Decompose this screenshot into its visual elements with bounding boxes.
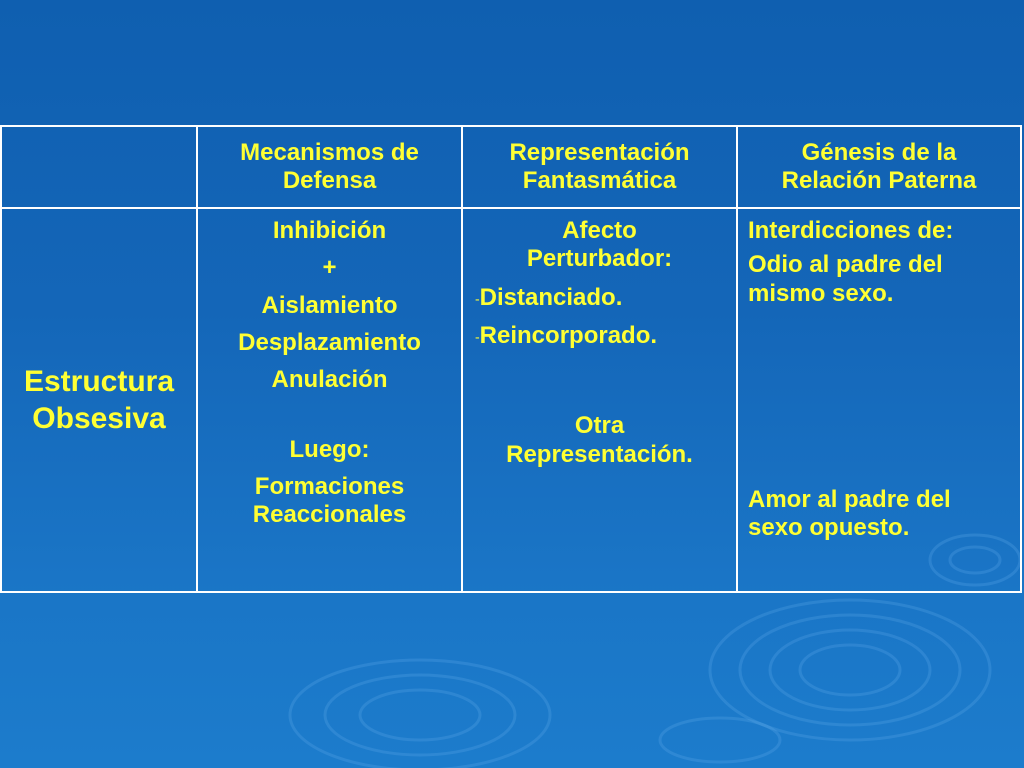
mecanismo-plus: + <box>322 254 337 282</box>
mecanismo-formaciones: Formaciones <box>254 472 405 500</box>
header-genesis-line2: Relación Paterna <box>781 167 977 194</box>
genesis-interdicciones: Interdicciones de: <box>748 217 954 244</box>
header-genesis <box>737 126 1021 208</box>
genesis-amor: Amor al padre del sexo opuesto. <box>748 485 951 542</box>
representacion-otra-representacion: Representación. <box>506 440 693 468</box>
header-mecanismos-line1: Mecanismos de <box>240 138 419 166</box>
representacion-distanciado-text: Distanciado. <box>479 283 623 311</box>
representacion-item-reincorporado <box>463 322 736 350</box>
representacion-otra: Otra <box>574 412 625 440</box>
mecanismo-anulacion: Anulación <box>271 366 388 394</box>
genesis-cell <box>737 208 1021 592</box>
mecanismo-luego: Luego: <box>289 435 370 463</box>
row-label-line1: Estructura <box>23 364 175 398</box>
header-representacion-line1: Representación <box>509 138 690 166</box>
header-empty-cell <box>1 126 197 208</box>
representacion-perturbador: Perturbador: <box>526 245 673 273</box>
genesis-odio: Odio al padre del mismo sexo. <box>748 251 943 307</box>
mecanismos-cell <box>197 208 462 592</box>
header-row <box>1 126 1021 208</box>
row-label-line2: Obsesiva <box>32 402 166 435</box>
representacion-afecto: Afecto <box>562 217 637 244</box>
representacion-reincorporado-text: Reincorporado. <box>479 321 658 349</box>
header-mecanismos-line2: Defensa <box>282 167 377 194</box>
header-mecanismos <box>197 126 462 208</box>
representacion-cell <box>462 208 737 592</box>
dash-mark: - <box>475 290 480 307</box>
mecanismo-inhibicion: Inhibición <box>272 217 387 244</box>
row-label-estructura-obsesiva <box>1 208 197 592</box>
mecanismo-aislamiento: Aislamiento <box>261 291 398 319</box>
structure-table <box>0 125 1022 593</box>
mecanismo-desplazamiento: Desplazamiento <box>238 328 421 356</box>
header-representacion-line2: Fantasmática <box>522 167 677 194</box>
table-row <box>1 208 1021 592</box>
dash-mark: - <box>475 328 480 345</box>
header-genesis-line1: Génesis de la <box>801 138 957 166</box>
representacion-item-distanciado <box>463 284 736 312</box>
mecanismo-reaccionales: Reaccionales <box>252 501 407 529</box>
header-representacion <box>462 126 737 208</box>
